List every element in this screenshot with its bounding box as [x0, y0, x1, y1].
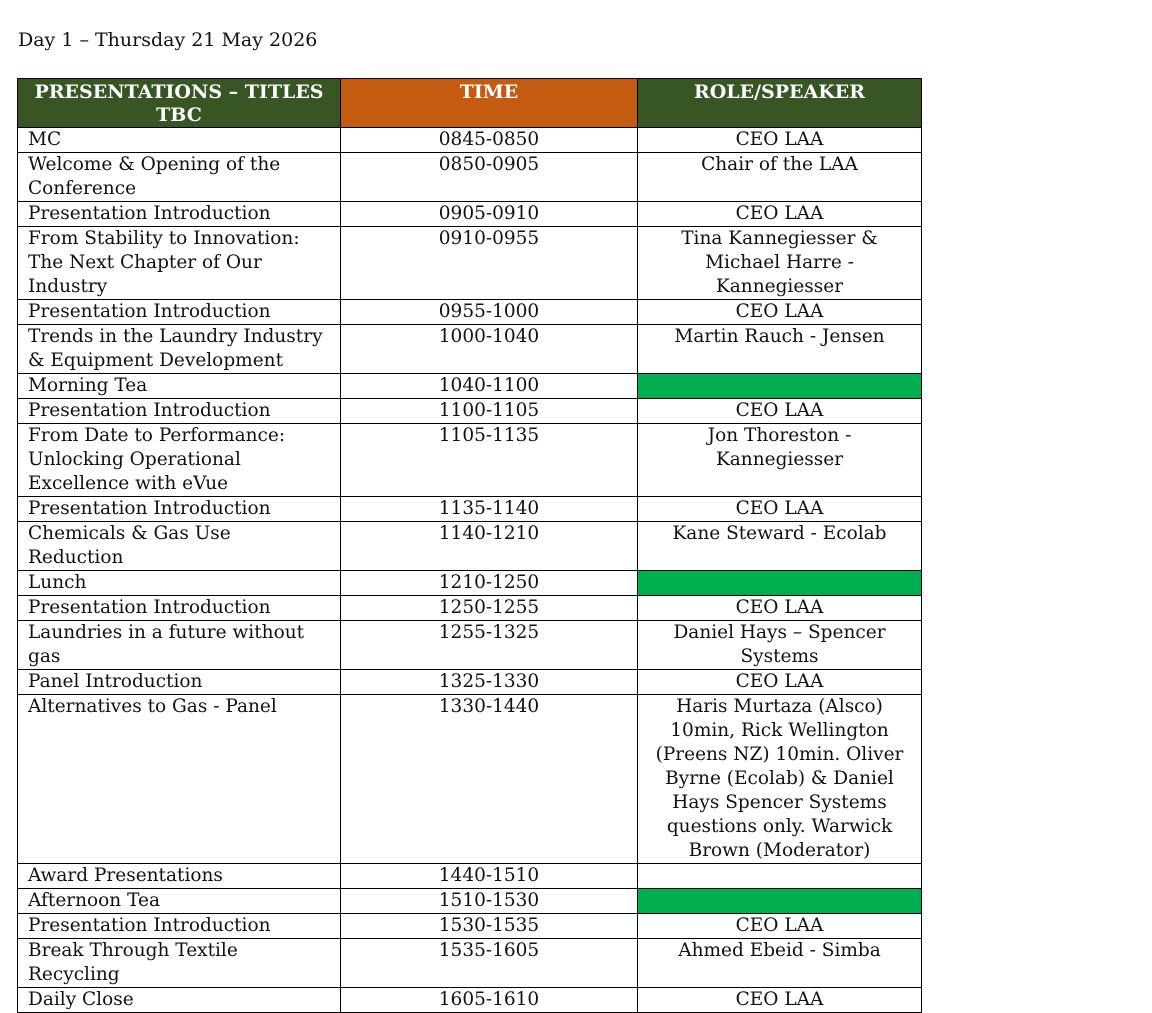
table-row	[18, 202, 922, 227]
session-speaker: CEO LAA	[638, 914, 922, 939]
session-title: Daily Close	[18, 988, 341, 1013]
session-time: 1105-1135	[341, 424, 638, 497]
session-speaker	[638, 864, 922, 889]
agenda-table	[17, 78, 922, 1013]
session-time: 1535-1605	[341, 939, 638, 988]
session-time: 1605-1610	[341, 988, 638, 1013]
table-row	[18, 596, 922, 621]
session-speaker: CEO LAA	[638, 596, 922, 621]
table-row	[18, 621, 922, 670]
session-speaker: Kane Steward - Ecolab	[638, 522, 922, 571]
session-speaker: Martin Rauch - Jensen	[638, 325, 922, 374]
table-row	[18, 889, 922, 914]
session-title: Award Presentations	[18, 864, 341, 889]
session-time: 1135-1140	[341, 497, 638, 522]
column-header-speaker: ROLE/SPEAKER	[638, 79, 922, 128]
table-row	[18, 522, 922, 571]
session-speaker: CEO LAA	[638, 300, 922, 325]
session-title: Presentation Introduction	[18, 914, 341, 939]
session-title: Presentation Introduction	[18, 300, 341, 325]
session-title: Panel Introduction	[18, 670, 341, 695]
session-speaker: Chair of the LAA	[638, 153, 922, 202]
day-heading: Day 1 – Thursday 21 May 2026	[18, 29, 318, 51]
table-row	[18, 497, 922, 522]
session-title: Presentation Introduction	[18, 497, 341, 522]
session-time: 1330-1440	[341, 695, 638, 864]
column-header-time: TIME	[341, 79, 638, 128]
session-speaker: Jon Thoreston - Kannegiesser	[638, 424, 922, 497]
session-time: 1250-1255	[341, 596, 638, 621]
session-speaker: CEO LAA	[638, 497, 922, 522]
break-cell	[638, 571, 922, 596]
session-title: Presentation Introduction	[18, 596, 341, 621]
session-title: Morning Tea	[18, 374, 341, 399]
session-time: 1040-1100	[341, 374, 638, 399]
session-speaker: CEO LAA	[638, 399, 922, 424]
table-row	[18, 227, 922, 300]
table-row	[18, 300, 922, 325]
session-time: 1440-1510	[341, 864, 638, 889]
table-row	[18, 914, 922, 939]
session-title: Lunch	[18, 571, 341, 596]
table-row	[18, 325, 922, 374]
session-time: 0905-0910	[341, 202, 638, 227]
session-speaker: CEO LAA	[638, 128, 922, 153]
session-title: Break Through Textile Recycling	[18, 939, 341, 988]
session-title: From Stability to Innovation: The Next Chapter of Our Industry	[18, 227, 341, 300]
session-title: From Date to Performance: Unlocking Operational Excellence with eVue	[18, 424, 341, 497]
session-title: Alternatives to Gas - Panel	[18, 695, 341, 864]
table-row	[18, 695, 922, 864]
table-row	[18, 153, 922, 202]
session-title: Chemicals & Gas Use Reduction	[18, 522, 341, 571]
session-title: Afternoon Tea	[18, 889, 341, 914]
table-row	[18, 128, 922, 153]
session-time: 1510-1530	[341, 889, 638, 914]
column-header-title: PRESENTATIONS – TITLES TBC	[18, 79, 341, 128]
session-time: 1140-1210	[341, 522, 638, 571]
break-cell	[638, 374, 922, 399]
table-row	[18, 571, 922, 596]
session-title: Presentation Introduction	[18, 202, 341, 227]
table-row	[18, 939, 922, 988]
table-row	[18, 670, 922, 695]
session-time: 1100-1105	[341, 399, 638, 424]
session-time: 1325-1330	[341, 670, 638, 695]
session-speaker: Tina Kannegiesser & Michael Harre - Kannegiesser	[638, 227, 922, 300]
session-speaker: Haris Murtaza (Alsco) 10min, Rick Wellington (Preens NZ) 10min. Oliver Byrne (Ecolab) & Daniel Hays Spencer Systems questions only. Warwick Brown (Moderator)	[638, 695, 922, 864]
table-header-row	[18, 79, 922, 128]
session-speaker: CEO LAA	[638, 202, 922, 227]
session-time: 1210-1250	[341, 571, 638, 596]
session-time: 1000-1040	[341, 325, 638, 374]
session-title: Presentation Introduction	[18, 399, 341, 424]
table-row	[18, 374, 922, 399]
session-time: 1530-1535	[341, 914, 638, 939]
session-speaker: Daniel Hays – Spencer Systems	[638, 621, 922, 670]
session-time: 0845-0850	[341, 128, 638, 153]
table-row	[18, 399, 922, 424]
break-cell	[638, 889, 922, 914]
session-title: MC	[18, 128, 341, 153]
table-row	[18, 864, 922, 889]
session-time: 1255-1325	[341, 621, 638, 670]
session-speaker: Ahmed Ebeid - Simba	[638, 939, 922, 988]
table-row	[18, 988, 922, 1013]
session-time: 0850-0905	[341, 153, 638, 202]
session-title: Trends in the Laundry Industry & Equipment Development	[18, 325, 341, 374]
session-speaker: CEO LAA	[638, 670, 922, 695]
table-row	[18, 424, 922, 497]
session-title: Laundries in a future without gas	[18, 621, 341, 670]
session-time: 0910-0955	[341, 227, 638, 300]
session-speaker: CEO LAA	[638, 988, 922, 1013]
session-title: Welcome & Opening of the Conference	[18, 153, 341, 202]
session-time: 0955-1000	[341, 300, 638, 325]
